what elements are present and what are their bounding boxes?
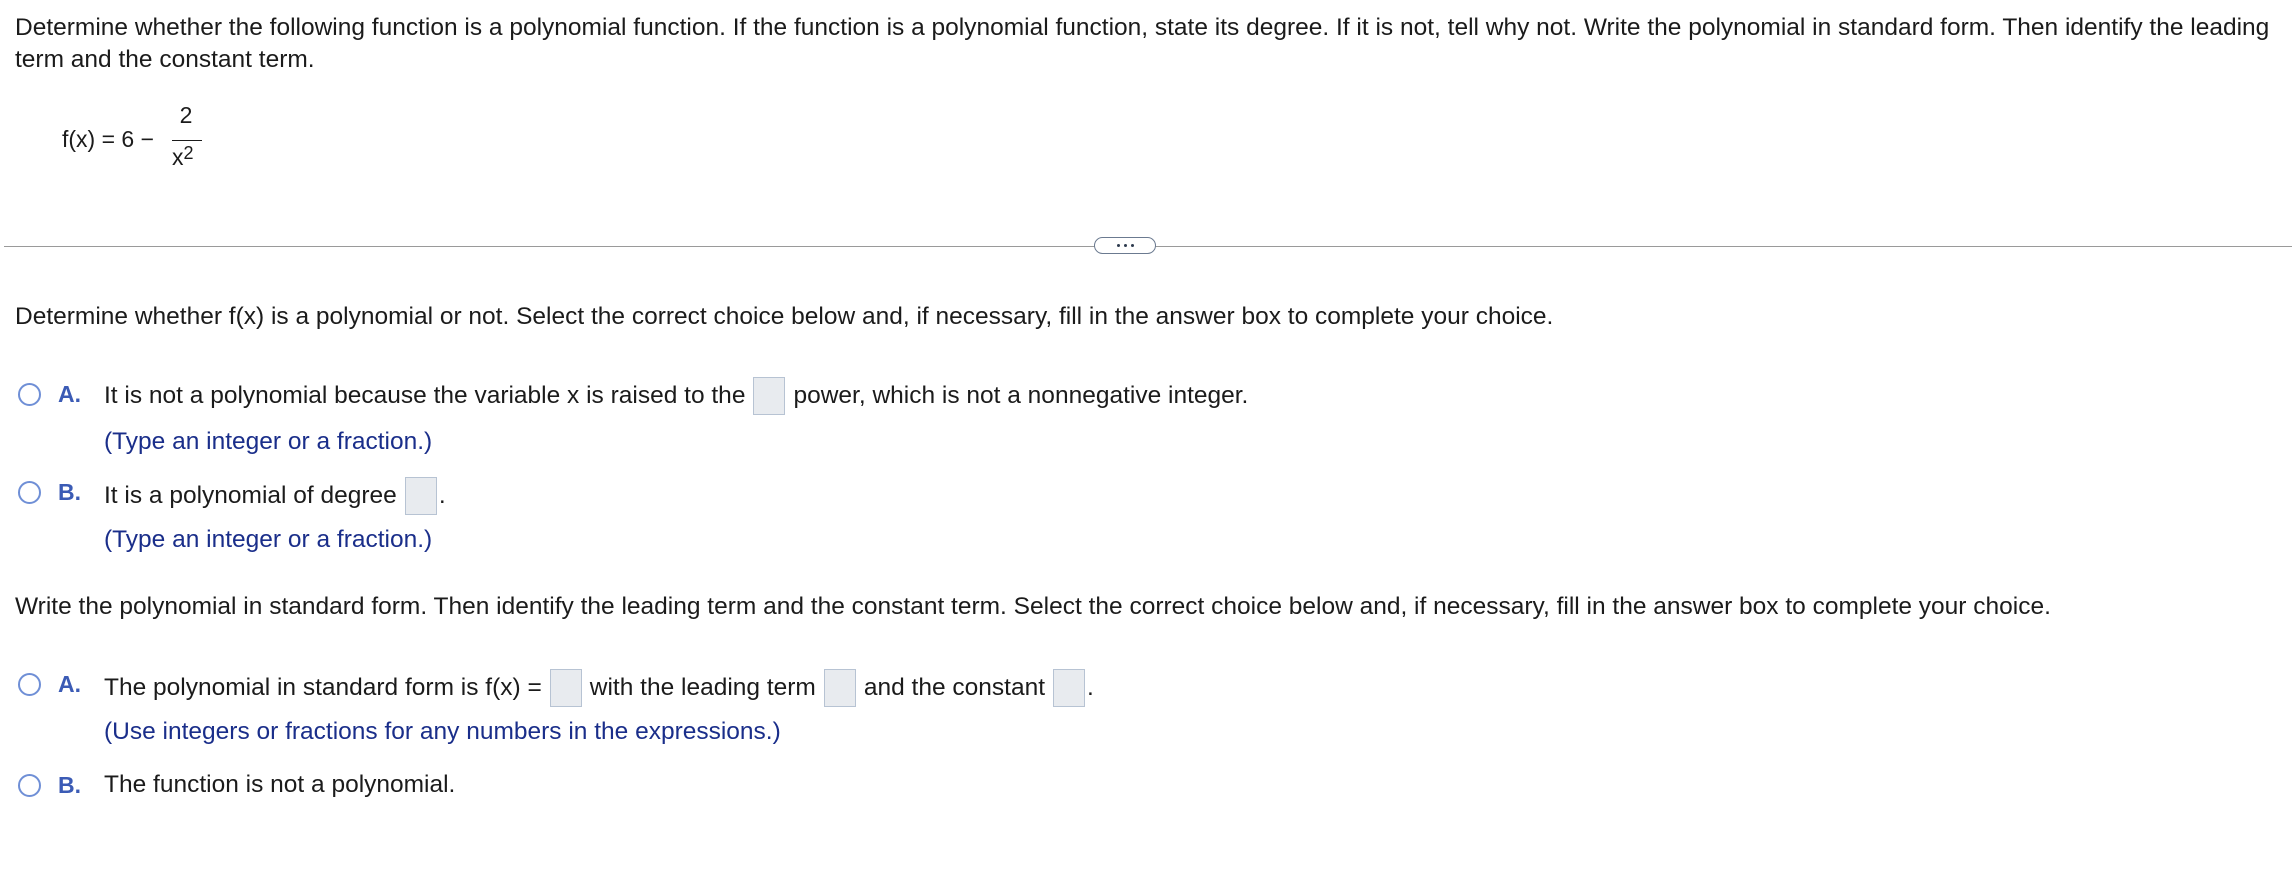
part2-choice-a-text-1: The polynomial in standard form is f(x) = [104,674,542,701]
function-fraction [166,100,206,190]
part1-choice-b-text [104,477,446,515]
fraction-denominator [172,144,194,171]
part2-choice-a-text-3: and the constant [863,674,1046,701]
fraction-numerator: 2 [179,102,193,128]
part1-choice-b-text-after: . [438,482,446,509]
part1-choice-a-text-after: power, which is not a nonnegative integer. [793,382,1249,409]
exponent-answer-box[interactable] [753,377,785,415]
part2-choice-a-radio[interactable] [18,673,41,696]
part2-question: Write the polynomial in standard form. Then identify the leading term and the constant term. Select the correct choice below and, if necessary, fill in the answer box to complete your choice. [15,593,2051,620]
denominator-base: x [172,144,184,170]
part1-choice-a-radio[interactable] [18,383,41,406]
constant-answer-box[interactable] [1053,669,1085,707]
leading-term-answer-box[interactable] [824,669,856,707]
part1-choice-a-hint: (Type an integer or a fraction.) [104,428,433,455]
part1-choice-a-letter: A. [58,381,81,407]
part2-choice-b-radio[interactable] [18,774,41,797]
part2-choice-a-letter: A. [58,671,81,697]
ellipsis-icon [1117,244,1120,247]
fraction-bar [172,140,202,141]
part1-question: Determine whether f(x) is a polynomial or not. Select the correct choice below and, if necessary, fill in the answer box to complete your choice. [15,303,1554,330]
denominator-exponent: 2 [183,143,194,163]
part2-choice-b-letter: B. [58,772,81,798]
ellipsis-icon [1124,244,1127,247]
problem-instructions: Determine whether the following function is a polynomial function. If the function is a polynomial function, state its degree. If it is not, tell why not. Write the polynomial in standard form. Then identify the leading term and the constant term. [15,14,2270,73]
function-lhs: f(x) = 6 − [62,126,155,152]
degree-answer-box[interactable] [405,477,437,515]
standard-form-answer-box[interactable] [550,669,582,707]
part1-choice-b-hint: (Type an integer or a fraction.) [104,526,433,553]
ellipsis-icon [1131,244,1134,247]
part2-choice-b-text: The function is not a polynomial. [104,771,456,798]
part1-choice-b-letter: B. [58,479,81,505]
part1-choice-a-text [104,377,1248,415]
part1-choice-b-radio[interactable] [18,481,41,504]
part2-choice-a-text-4: . [1087,674,1094,701]
part1-choice-b-text-before: It is a polynomial of degree [104,482,397,509]
expand-more-button[interactable] [1094,237,1156,254]
part2-choice-a-hint: (Use integers or fractions for any numbers in the expressions.) [104,718,781,745]
part1-choice-a-text-before: It is not a polynomial because the variable x is raised to the [104,382,746,409]
part2-choice-a-text-2: with the leading term [589,674,816,701]
part2-choice-a-text [104,669,1094,707]
